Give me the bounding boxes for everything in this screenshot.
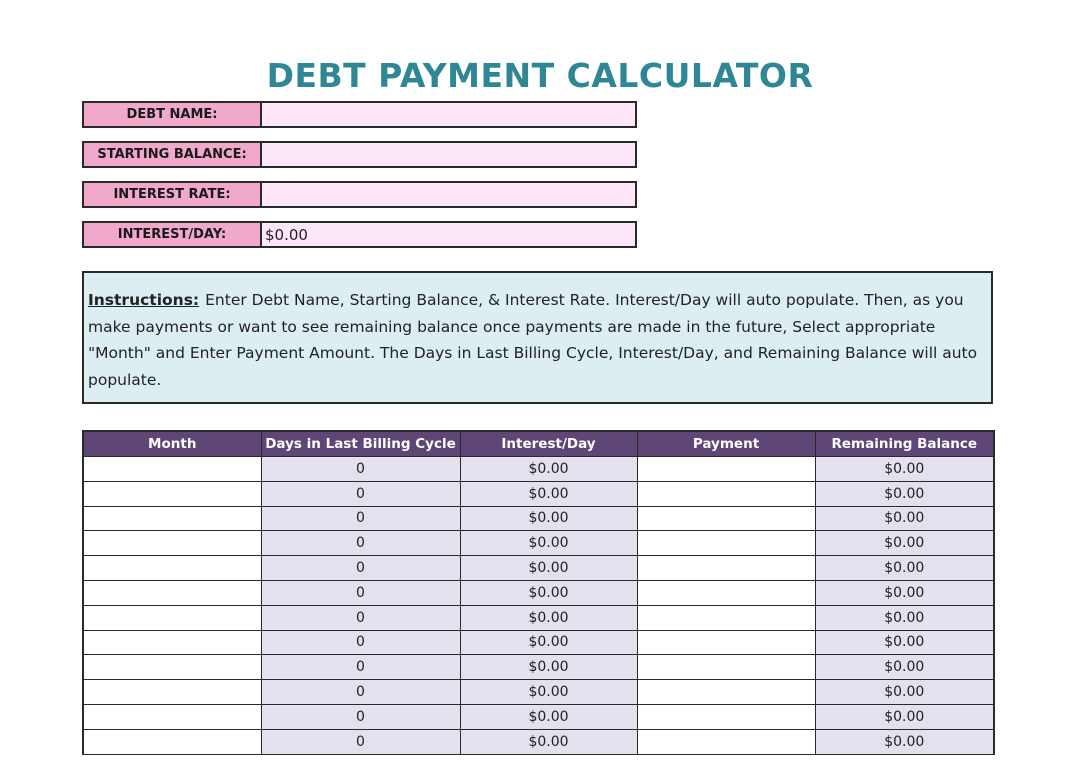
payment-cell[interactable]	[637, 481, 815, 506]
interest-cell: $0.00	[460, 457, 637, 482]
payment-cell[interactable]	[637, 605, 815, 630]
header-interest-per-day: Interest/Day	[460, 431, 637, 457]
debt-name-label: DEBT NAME:	[84, 103, 262, 126]
instructions-box	[82, 271, 993, 404]
interest-per-day-label: INTEREST/DAY:	[84, 223, 262, 246]
days-cell: 0	[261, 630, 460, 655]
days-cell: 0	[261, 729, 460, 754]
interest-cell: $0.00	[460, 481, 637, 506]
starting-balance-row	[82, 141, 637, 168]
days-cell: 0	[261, 580, 460, 605]
days-cell: 0	[261, 506, 460, 531]
payment-cell[interactable]	[637, 580, 815, 605]
interest-rate-label: INTEREST RATE:	[84, 183, 262, 206]
balance-cell: $0.00	[815, 680, 994, 705]
table-row	[83, 704, 994, 729]
interest-per-day-row	[82, 221, 637, 248]
balance-cell: $0.00	[815, 729, 994, 754]
debt-name-row	[82, 101, 637, 128]
payment-cell[interactable]	[637, 729, 815, 754]
table-row	[83, 531, 994, 556]
table-header-row	[83, 431, 994, 457]
instructions-text: Enter Debt Name, Starting Balance, & Interest Rate. Interest/Day will auto populate. Then, as you make payments or want to see remaining balance once payments are made in the future, Select appropriate "Month" and Enter Payment Amount. The Days in Last Billing Cycle, Interest/Day, and Remaining Balance will auto populate.	[88, 291, 978, 389]
month-cell[interactable]	[83, 457, 261, 482]
table-row	[83, 680, 994, 705]
balance-cell: $0.00	[815, 457, 994, 482]
month-cell[interactable]	[83, 729, 261, 754]
days-cell: 0	[261, 655, 460, 680]
month-cell[interactable]	[83, 655, 261, 680]
balance-cell: $0.00	[815, 605, 994, 630]
interest-cell: $0.00	[460, 704, 637, 729]
balance-cell: $0.00	[815, 506, 994, 531]
month-cell[interactable]	[83, 531, 261, 556]
days-cell: 0	[261, 556, 460, 581]
table-row	[83, 506, 994, 531]
interest-cell: $0.00	[460, 729, 637, 754]
payment-cell[interactable]	[637, 506, 815, 531]
days-cell: 0	[261, 531, 460, 556]
table-row	[83, 729, 994, 754]
table-row	[83, 655, 994, 680]
payment-cell[interactable]	[637, 457, 815, 482]
payment-table	[82, 430, 995, 755]
interest-rate-row	[82, 181, 637, 208]
instructions-lead: Instructions:	[88, 291, 200, 309]
balance-cell: $0.00	[815, 704, 994, 729]
days-cell: 0	[261, 605, 460, 630]
days-cell: 0	[261, 457, 460, 482]
interest-cell: $0.00	[460, 506, 637, 531]
balance-cell: $0.00	[815, 630, 994, 655]
payment-cell[interactable]	[637, 556, 815, 581]
payment-cell[interactable]	[637, 680, 815, 705]
month-cell[interactable]	[83, 556, 261, 581]
days-cell: 0	[261, 704, 460, 729]
interest-cell: $0.00	[460, 605, 637, 630]
header-payment: Payment	[637, 431, 815, 457]
interest-cell: $0.00	[460, 556, 637, 581]
interest-cell: $0.00	[460, 655, 637, 680]
payment-cell[interactable]	[637, 704, 815, 729]
header-remaining-balance: Remaining Balance	[815, 431, 994, 457]
balance-cell: $0.00	[815, 556, 994, 581]
month-cell[interactable]	[83, 630, 261, 655]
payment-cell[interactable]	[637, 655, 815, 680]
month-cell[interactable]	[83, 506, 261, 531]
payment-cell[interactable]	[637, 630, 815, 655]
payment-cell[interactable]	[637, 531, 815, 556]
interest-cell: $0.00	[460, 531, 637, 556]
table-row	[83, 481, 994, 506]
interest-per-day-value: $0.00	[262, 223, 635, 246]
starting-balance-label: STARTING BALANCE:	[84, 143, 262, 166]
month-cell[interactable]	[83, 704, 261, 729]
debt-name-input[interactable]	[262, 103, 635, 126]
interest-cell: $0.00	[460, 680, 637, 705]
table-row	[83, 457, 994, 482]
balance-cell: $0.00	[815, 655, 994, 680]
table-row	[83, 630, 994, 655]
header-days-in-billing-cycle: Days in Last Billing Cycle	[261, 431, 460, 457]
table-row	[83, 605, 994, 630]
days-cell: 0	[261, 680, 460, 705]
month-cell[interactable]	[83, 605, 261, 630]
table-row	[83, 556, 994, 581]
interest-cell: $0.00	[460, 580, 637, 605]
month-cell[interactable]	[83, 680, 261, 705]
header-month: Month	[83, 431, 261, 457]
balance-cell: $0.00	[815, 531, 994, 556]
interest-cell: $0.00	[460, 630, 637, 655]
days-cell: 0	[261, 481, 460, 506]
interest-rate-input[interactable]	[262, 183, 635, 206]
table-row	[83, 580, 994, 605]
starting-balance-input[interactable]	[262, 143, 635, 166]
balance-cell: $0.00	[815, 580, 994, 605]
month-cell[interactable]	[83, 481, 261, 506]
balance-cell: $0.00	[815, 481, 994, 506]
month-cell[interactable]	[83, 580, 261, 605]
page-title: DEBT PAYMENT CALCULATOR	[266, 56, 814, 95]
